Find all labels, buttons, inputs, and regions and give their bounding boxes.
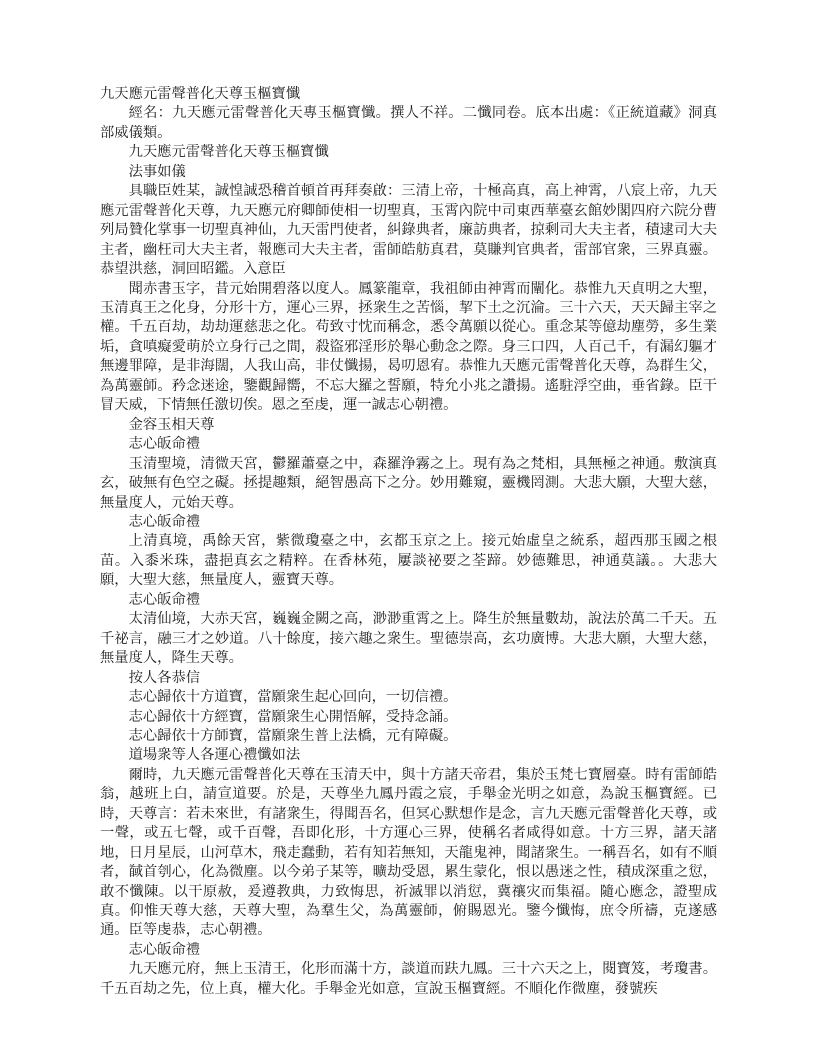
line-zhixin-guiming-li-1: 志心皈命禮	[128, 436, 201, 453]
line-guiyi-daobao: 志心歸依十方道寶，當願衆生起心回向，一切信禮。	[128, 689, 458, 706]
paragraph-wen-chishu: 聞赤書玉字，昔元始開碧落以度人。鳳篆龍章，我祖師由神霄而闡化。恭惟九天貞明之大聖，玉清真王之化身，分形十方，運心三界，拯衆生之苦惱，挈下土之沉淪。三十六天，天天歸主宰之權。千五百劫，劫劫運慈悲之化。苟致寸忱而稱念，悉令萬願以從心。重念某等億劫塵勞，多生業垢，貪嗔癡愛萌於立身行己之間，殺盜邪淫形於舉心動念之際。身三口四，人百己千，有漏幻軀才無邊罪障，是非海闊，人我山高，非仗懺揚，曷叨恩宥。恭惟九天應元雷聲普化天尊，為群生父，為萬靈師。矜念迷途，鑒觀歸嚮，不忘大羅之誓願，特允小兆之讚揚。遙駐浮空曲，垂省錄。臣干冒天威，下情無任激切俟。恩之至虔，運一誠志心朝禮。	[100, 280, 717, 414]
subtitle-line: 九天應元雷聲普化天尊玉樞寶懺	[128, 144, 329, 161]
line-zhixin-guiming-li-3: 志心皈命禮	[128, 591, 201, 608]
line-guiyi-shibao: 志心歸依十方師寶，當願衆生普上法橋，元有障礙。	[128, 727, 458, 744]
text-block	[100, 85, 717, 999]
paragraph-invocation: 具職臣姓某，誠惶誠恐稽首頓首再拜奏啟：三清上帝，十極高真，高上神霄，八宸上帝，九天應元雷聲普化天尊，九天應元府卿師使相一切聖真，玉霄內院中司東西華臺玄館妙閣四府六院分曹列局贊化掌事一切聖真神仙，九天雷門使者，糾錄典者，廉訪典者，掠剩司大夫主者，積逮司大夫主者，幽枉司大夫主者，報應司大夫主者，雷師皓舫真君，莫賺判官典者，雷部官衆，三界真靈。恭望洪慈，洞回昭鑑。入意臣	[100, 183, 717, 278]
paragraph-shangqing-zhenjing: 上清真境，禹餘天宮，紫微瓊臺之中，玄都玉京之上。接元始虛皇之統系，超西那玉國之根苗。入黍米珠，盡挹真玄之精粹。在香林苑，屢談祕要之荃蹄。妙德難思，神通莫議。。大悲大願，大聖大慈，無量度人，靈寶天尊。	[100, 533, 717, 589]
line-zhixin-guiming-li-2: 志心皈命禮	[128, 513, 201, 530]
paragraph-ershi-tianzun: 爾時，九天應元雷聲普化天尊在玉清天中，與十方諸天帝君，集於玉梵七寶層臺。時有雷師皓翁，越班上白，請宣道要。於是，天尊坐九鳳丹霞之宸，手舉金光明之如意，為說玉樞寶經。已時，天尊言：若未來世，有諸衆生，得聞吾名，但冥心默想作是念，言九天應元雷聲普化天尊，或一聲，或五七聲，或千百聲，吾即化形，十方運心三界，使稱名者咸得如意。十方三界，諸天諸地，日月星辰，山河草木，飛走蠢動，若有知若無知，天龍鬼神，聞諸衆生。一稱吾名，如有不順者，馘首刳心，化為微塵。以今弟子某等，曠劫受恩，累生蒙化，恨以愚迷之性，積成深重之愆，敢不懺陳。以干原赦，爰遵教典，力致悔思，祈滅罪以消愆，冀禳灾而集福。隨心應念，證聖成真。仰惟天尊大慈，天尊大聖，為羣生父，為萬靈師，俯賜恩光。鑒今懺悔，庶令所禱，克遂感通。臣等虔恭，志心朝禮。	[100, 766, 717, 939]
line-zhixin-guiming-li-4: 志心皈命禮	[128, 941, 201, 958]
colophon-line: 經名：九天應元雷聲普化天專玉樞寶懺。撰人不祥。二懺同卷。底本出處：《正統道藏》洞真部威儀類。	[100, 105, 717, 141]
line-guiyi-jingbao: 志心歸依十方經寶，當願衆生心開悟解，受持念誦。	[128, 708, 458, 725]
document-title: 九天應元雷聲普化天尊玉樞寶懺	[100, 86, 301, 102]
section-heading-an-ren-ge-gong-xin: 按人各恭信	[128, 669, 201, 686]
paragraph-yuqing-shengjing: 玉清聖境，清微天宮，鬱羅蕭臺之中，森羅浄霧之上。現有為之梵相，具無極之神通。敷演真玄，破無有色空之礙。拯提趣類，絕智愚高下之分。妙用難窺，靈機罔測。大悲大願，大聖大慈，無量度人，元始天尊。	[100, 455, 717, 511]
section-heading-daochang: 道場衆等人各運心禮懺如法	[128, 747, 301, 764]
paragraph-jiutian-yingyuanfu: 九天應元府，無上玉清王，化形而滿十方，談道而趺九鳳。三十六天之上，閱寶笈，考瓊書。千五百劫之先，位上真，權大化。手舉金光如意，宣說玉樞寶經。不順化作微塵，發號疾	[100, 961, 717, 997]
section-heading-fashi-ruyi: 法事如儀	[128, 163, 186, 180]
paragraph-taiqing-xianjing: 太清仙境，大赤天宮，巍巍金闕之高，渺渺重霄之上。降生於無量數劫，說法於萬二千天。五千祕言，融三才之妙道。八十餘度，接六趣之衆生。聖德崇高，玄功廣博。大悲大願，大聖大慈，無量度人，降生天尊。	[100, 611, 717, 667]
line-jinrong-yuxiang-tianzun: 金容玉相天尊	[128, 416, 215, 433]
